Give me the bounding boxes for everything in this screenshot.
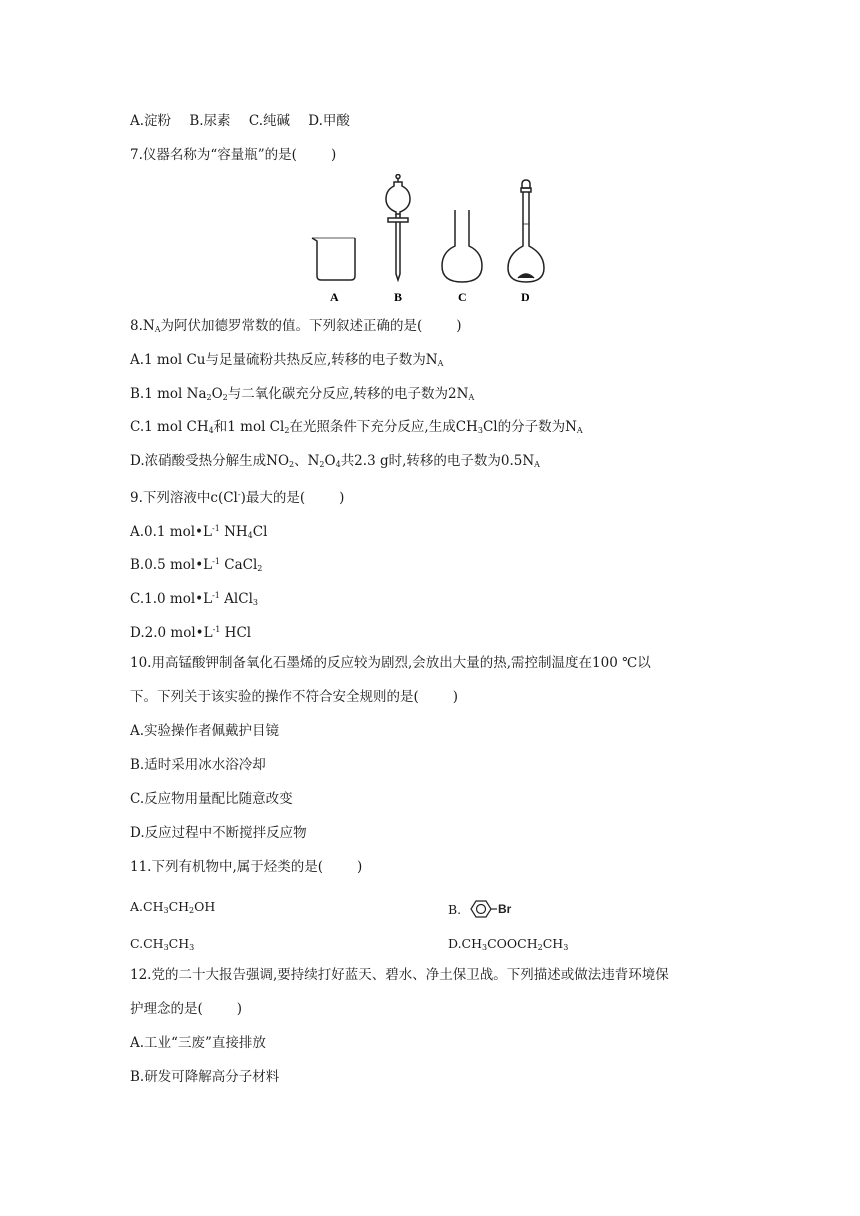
benzene-ring-icon — [465, 898, 517, 920]
beaker-icon — [312, 238, 355, 280]
figure-label-a: A — [330, 290, 339, 304]
q7-stem — [130, 146, 336, 164]
q12-stem-line2: 护理念的是( ) — [130, 1001, 243, 1017]
q11-option-c: $C.CH_3CH_3$ — [130, 936, 195, 952]
glassware-figure — [300, 174, 570, 306]
q6-options — [130, 112, 350, 130]
q12-stem-line1: 12.党的二十大报告强调,要持续打好蓝天、碧水、净土保卫战。下列描述或做法违背环境保 — [130, 967, 669, 983]
bromo-label: Br — [498, 902, 512, 916]
q8-option-b: B.1 mol $Na_2O_2$与二氧化碳充分反应,转移的电子数为$2N_A$ — [130, 386, 475, 402]
q7-stem-text: 7.仪器名称为“容量瓶”的是( — [130, 147, 297, 163]
figure-label-b: B — [394, 290, 403, 304]
round-flask-icon — [442, 210, 482, 282]
q9-option-c: C.1.0 $mol•L^{-1}$ AlCl$_3$ — [130, 591, 258, 607]
q6-option-a: A.淀粉 — [130, 113, 172, 129]
q11-option-b: B. Br — [448, 898, 517, 920]
q9-option-b: B.0.5 $mol•L^{-1}$ CaCl$_2$ — [130, 557, 263, 573]
q11-option-d: $D.CH_3COOCH_2CH_3$ — [448, 936, 569, 952]
q6-option-b: B.尿素 — [189, 113, 231, 129]
volumetric-flask-icon — [508, 180, 544, 282]
q8-option-a: A.1 mol Cu与足量硫粉共热反应,转移的电子数为$N_A$ — [130, 352, 444, 368]
q12-option-b: B.研发可降解高分子材料 — [130, 1069, 280, 1085]
q6-option-d: D.甲酸 — [308, 113, 350, 129]
q9-option-a: A.0.1 $mol•L^{-1}$ $NH_4Cl$ — [130, 524, 268, 540]
figure-label-c: C — [458, 290, 467, 304]
q8-stem: $8.N_A$为阿伏加德罗常数的值。下列叙述正确的是( ) — [130, 318, 462, 334]
q6-option-c: C.纯碱 — [248, 113, 290, 129]
q8-option-c: C.1 mol $CH_4$和1 mol $Cl_2$在光照条件下充分反应,生成$CH_3Cl$的分子数为$N_A$ — [130, 419, 583, 435]
q10-option-c: C.反应物用量配比随意改变 — [130, 791, 293, 807]
q9-stem: 9.下列溶液中c(Cl-)最大的是( ) — [130, 490, 345, 506]
q11-stem: 11.下列有机物中,属于烃类的是( ) — [130, 859, 363, 875]
q10-option-a: A.实验操作者佩戴护目镜 — [130, 723, 280, 739]
q10-stem-line2: 下。下列关于该实验的操作不符合安全规则的是( ) — [130, 689, 459, 705]
q10-stem-line1: 10.用高锰酸钾制备氧化石墨烯的反应较为剧烈,会放出大量的热,需控制温度在100 ℃以 — [130, 655, 651, 671]
q10-option-d: D.反应过程中不断搅拌反应物 — [130, 825, 307, 841]
q7-stem-end: ) — [330, 147, 337, 163]
q8-option-d: D.浓硝酸受热分解生成$NO_2$、$N_2O_4$共2.3 g时,转移的电子数为$0.5N_A$ — [130, 453, 540, 469]
q9-option-d: D.2.0 $mol•L^{-1}$ HCl — [130, 625, 252, 641]
q11-option-a: $A.CH_3CH_2OH$ — [130, 899, 216, 915]
figure-label-d: D — [521, 290, 530, 304]
q12-option-a: A.工业“三废”直接排放 — [130, 1035, 266, 1051]
q10-option-b: B.适时采用冰水浴冷却 — [130, 757, 266, 773]
separatory-funnel-icon — [386, 175, 410, 281]
